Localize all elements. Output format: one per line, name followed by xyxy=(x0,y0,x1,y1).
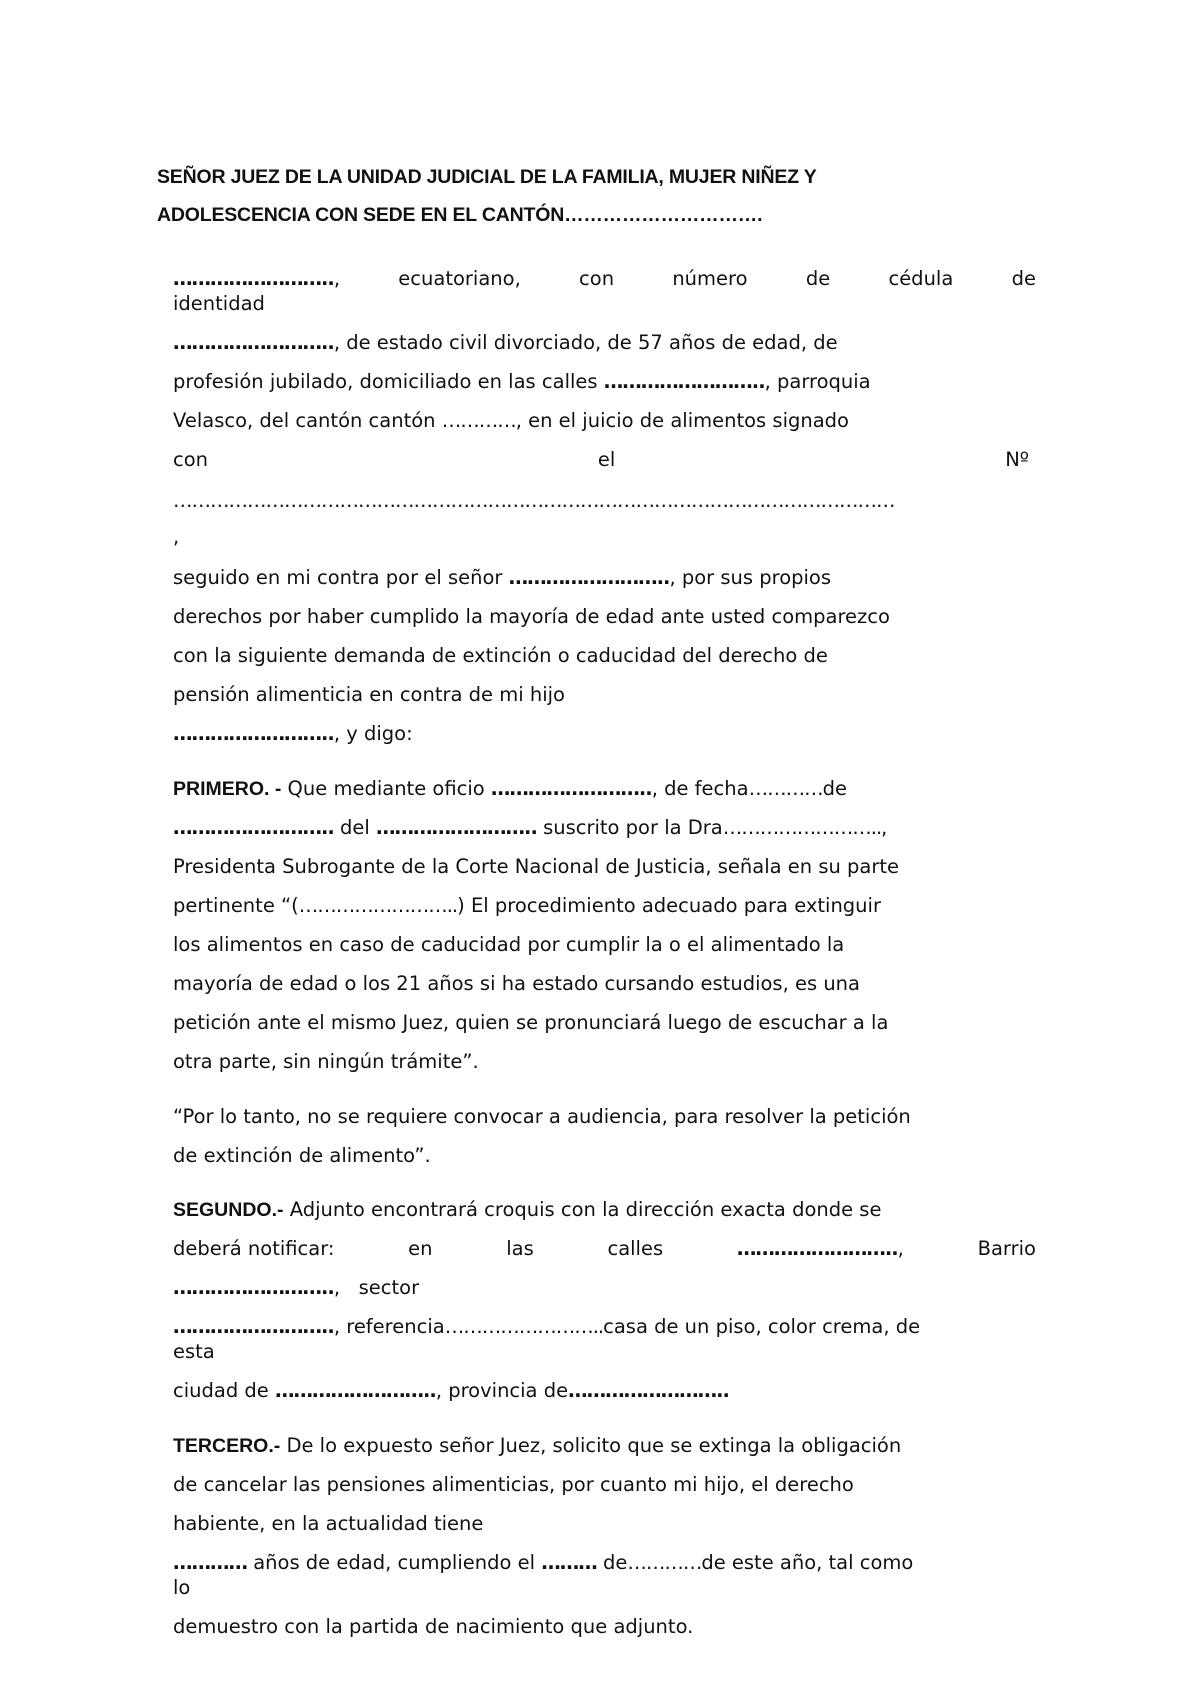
segundo-line-3: …………………….., sector xyxy=(173,1276,420,1299)
heading-line-2: ADOLESCENCIA CON SEDE EN EL CANTÓN…………………………. xyxy=(157,204,763,226)
primero-quote-1: “Por lo tanto, no se requiere convocar a audiencia, para resolver la petición xyxy=(173,1105,911,1128)
primero-line-1: PRIMERO. - Que mediante oficio …………………….., de fecha…………de xyxy=(173,777,847,800)
segundo-line-4: …………………….., referencia……………………..casa de un piso, color crema, de xyxy=(173,1315,921,1338)
segundo-label: SEGUNDO.- xyxy=(173,1199,284,1221)
primero-line-3: Presidenta Subrogante de la Corte Nacional de Justicia, señala en su parte xyxy=(173,855,900,878)
tercero-line-5: lo xyxy=(173,1576,191,1599)
primero-label: PRIMERO. - xyxy=(173,778,282,800)
segundo-line-5: esta xyxy=(173,1340,215,1363)
tercero-line-6: demuestro con la partida de nacimiento que adjunto. xyxy=(173,1615,694,1638)
intro-line-8: derechos por haber cumplido la mayoría de edad ante usted comparezco xyxy=(173,605,890,628)
primero-line-4: pertinente “(……………………..) El procedimiento adecuado para extinguir xyxy=(173,894,881,917)
primero-line-7: petición ante el mismo Juez, quien se pronunciará luego de escuchar a la xyxy=(173,1011,889,1034)
intro-line-4: profesión jubilado, domiciliado en las calles …………………….., parroquia xyxy=(173,370,871,393)
tercero-line-4: ………… años de edad, cumpliendo el ……… de…………de este año, tal como xyxy=(173,1551,914,1574)
intro-case-number: ……………………………………………………………………………………………………… xyxy=(173,489,895,512)
heading-line-1: SEÑOR JUEZ DE LA UNIDAD JUDICIAL DE LA FAMILIA, MUJER NIÑEZ Y xyxy=(157,166,817,188)
intro-line-6: con el Nº xyxy=(173,448,1029,471)
tercero-line-3: habiente, en la actualidad tiene xyxy=(173,1512,484,1535)
intro-line-5: Velasco, del cantón cantón …………, en el juicio de alimentos signado xyxy=(173,409,849,432)
segundo-line-6: ciudad de …………………….., provincia de…………………….. xyxy=(173,1379,729,1402)
primero-quote-2: de extinción de alimento”. xyxy=(173,1144,431,1167)
intro-line-9: con la siguiente demanda de extinción o caducidad del derecho de xyxy=(173,644,828,667)
intro-comma: , xyxy=(173,525,180,548)
segundo-line-2: deberá notificar: en las calles …………………….., Barrio xyxy=(173,1237,1036,1260)
tercero-label: TERCERO.- xyxy=(173,1435,281,1457)
segundo-line-1: SEGUNDO.- Adjunto encontrará croquis con la dirección exacta donde se xyxy=(173,1198,882,1221)
intro-line-11: …………………….., y digo: xyxy=(173,722,413,745)
tercero-line-1: TERCERO.- De lo expuesto señor Juez, solicito que se extinga la obligación xyxy=(173,1434,902,1457)
tercero-line-2: de cancelar las pensiones alimenticias, por cuanto mi hijo, el derecho xyxy=(173,1473,854,1496)
primero-line-5: los alimentos en caso de caducidad por cumplir la o el alimentado la xyxy=(173,933,845,956)
intro-line-2: identidad xyxy=(173,292,265,315)
primero-line-8: otra parte, sin ningún trámite”. xyxy=(173,1050,479,1073)
intro-line-3: …………………….., de estado civil divorciado, de 57 años de edad, de xyxy=(173,331,838,354)
primero-line-2: …………………….. del …………………….. suscrito por la Dra…………………….., xyxy=(173,816,888,839)
intro-line-10: pensión alimenticia en contra de mi hijo xyxy=(173,683,565,706)
intro-line-1: …………………….., ecuatoriano, con número de cédula de xyxy=(173,267,1036,290)
intro-line-7: seguido en mi contra por el señor …………………….., por sus propios xyxy=(173,566,832,589)
primero-line-6: mayoría de edad o los 21 años si ha estado cursando estudios, es una xyxy=(173,972,860,995)
